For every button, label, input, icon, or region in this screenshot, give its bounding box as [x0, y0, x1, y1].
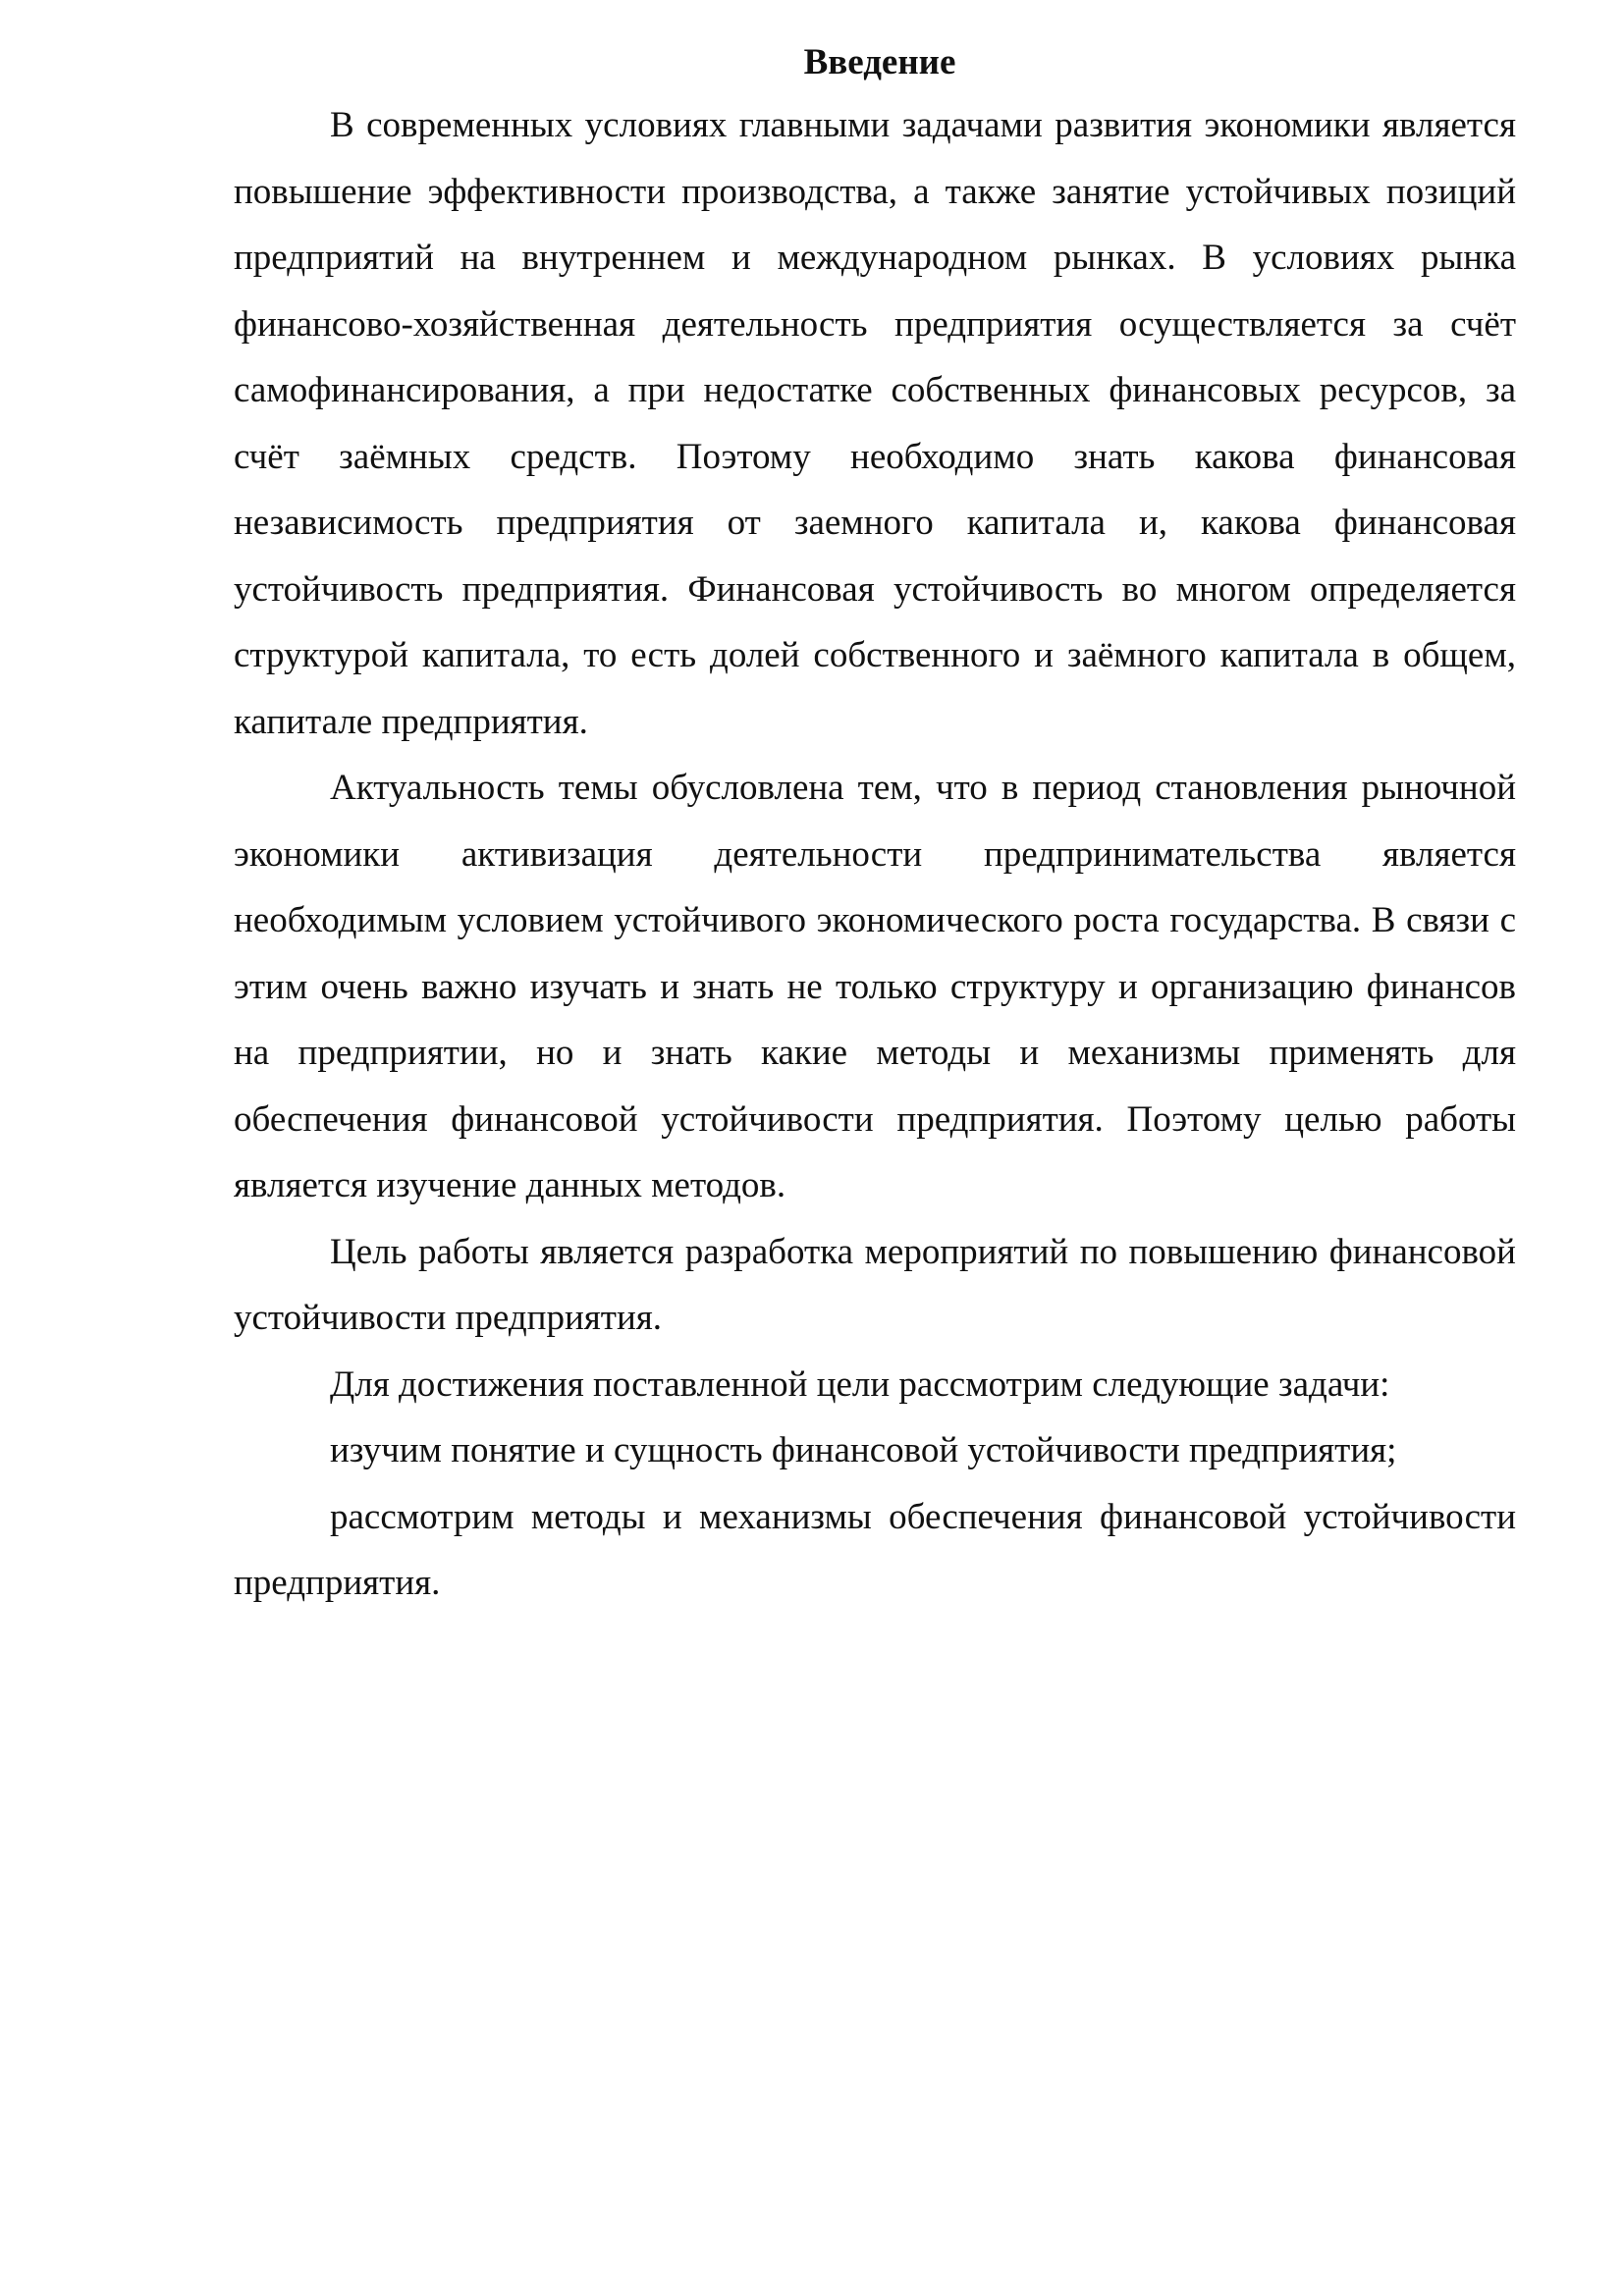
- paragraph-intro: В современных условиях главными задачами развития экономики является повышение эффективности производства, а также занятие устойчивых позиций предприятий на внутреннем и международном рынках. В условиях рынка финансово-хозяйственная деятельность предприятия осуществляется за счёт самофинансирования, а при недостатке собственных финансовых ресурсов, за счёт заёмных средств. Поэтому необходимо знать какова финансовая независимость предприятия от заемного капитала и, какова финансовая устойчивость предприятия. Финансовая устойчивость во многом определяется структурой капитала, то есть долей собственного и заёмного капитала в общем, капитале предприятия.: [234, 105, 1516, 742]
- paragraph-tasks-intro: Для достижения поставленной цели рассмотрим следующие задачи:: [330, 1363, 1390, 1405]
- paragraph-goal: Цель работы является разработка мероприятий по повышению финансовой устойчивости предприятия.: [234, 1231, 1516, 1338]
- paragraph-task-2: рассмотрим методы и механизмы обеспечения финансовой устойчивости предприятия.: [234, 1496, 1516, 1603]
- paragraph-relevance: Актуальность темы обусловлена тем, что в период становления рыночной экономики активизация деятельности предпринимательства является необходимым условием устойчивого экономического роста государства. В связи с этим очень важно изучать и знать не только структуру и организацию финансов на предприятии, но и знать какие методы и механизмы применять для обеспечения финансовой устойчивости предприятия. Поэтому целью работы является изучение данных методов.: [234, 768, 1516, 1205]
- paragraph-task-1: изучим понятие и сущность финансовой устойчивости предприятия;: [330, 1430, 1397, 1470]
- page-title: Введение: [803, 42, 956, 82]
- document-body: [234, 37, 1516, 1617]
